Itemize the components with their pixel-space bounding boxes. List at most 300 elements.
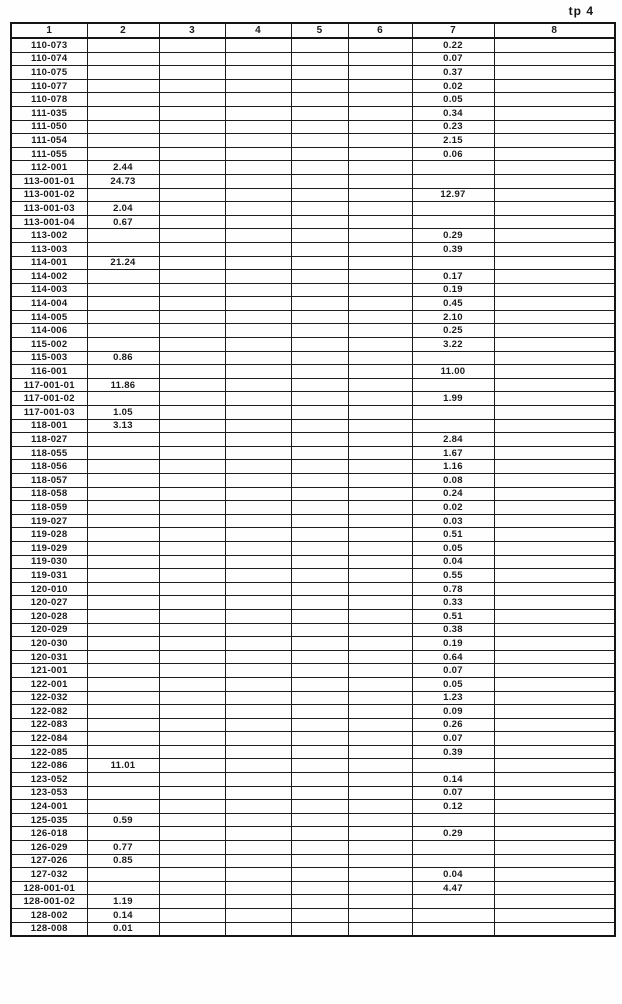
- value-cell: [291, 392, 348, 406]
- value-cell: [348, 147, 412, 161]
- parcel-id-cell: 128-001-02: [11, 895, 87, 909]
- value-cell: [348, 66, 412, 80]
- value-cell: [348, 270, 412, 284]
- value-cell: [348, 487, 412, 501]
- value-cell: [494, 555, 615, 569]
- value-cell: [494, 242, 615, 256]
- value-cell: 0.23: [412, 120, 494, 134]
- value-cell: 0.19: [412, 283, 494, 297]
- value-cell: [494, 718, 615, 732]
- value-cell: [494, 419, 615, 433]
- value-cell: [225, 161, 291, 175]
- parcel-id-cell: 113-003: [11, 242, 87, 256]
- value-cell: [225, 52, 291, 66]
- value-cell: [348, 623, 412, 637]
- table-row: [11, 691, 615, 705]
- value-cell: 0.19: [412, 637, 494, 651]
- value-cell: [159, 474, 225, 488]
- value-cell: [159, 909, 225, 923]
- value-cell: 11.86: [87, 378, 159, 392]
- value-cell: [87, 501, 159, 515]
- value-cell: [87, 392, 159, 406]
- value-cell: 0.22: [412, 38, 494, 52]
- value-cell: [291, 66, 348, 80]
- value-cell: [348, 582, 412, 596]
- value-cell: [291, 609, 348, 623]
- value-cell: 0.78: [412, 582, 494, 596]
- value-cell: [291, 52, 348, 66]
- value-cell: [494, 134, 615, 148]
- value-cell: [159, 283, 225, 297]
- value-cell: 0.17: [412, 270, 494, 284]
- column-header-5: 5: [291, 23, 348, 38]
- value-cell: [348, 229, 412, 243]
- value-cell: [159, 202, 225, 216]
- value-cell: [159, 338, 225, 352]
- value-cell: [291, 310, 348, 324]
- value-cell: [87, 120, 159, 134]
- value-cell: [494, 623, 615, 637]
- value-cell: [412, 909, 494, 923]
- parcel-id-cell: 115-002: [11, 338, 87, 352]
- value-cell: [159, 324, 225, 338]
- parcel-id-cell: 119-028: [11, 528, 87, 542]
- value-cell: [225, 460, 291, 474]
- value-cell: [225, 909, 291, 923]
- value-cell: [348, 106, 412, 120]
- value-cell: [348, 324, 412, 338]
- parcel-id-cell: 113-001-01: [11, 174, 87, 188]
- value-cell: [412, 202, 494, 216]
- value-cell: [412, 215, 494, 229]
- value-cell: [225, 406, 291, 420]
- value-cell: [225, 134, 291, 148]
- value-cell: 0.59: [87, 813, 159, 827]
- value-cell: [291, 909, 348, 923]
- value-cell: [225, 677, 291, 691]
- parcel-id-cell: 118-059: [11, 501, 87, 515]
- table-row: [11, 446, 615, 460]
- value-cell: [494, 650, 615, 664]
- value-cell: [159, 555, 225, 569]
- value-cell: [225, 664, 291, 678]
- value-cell: 1.67: [412, 446, 494, 460]
- value-cell: [159, 256, 225, 270]
- table-row: [11, 270, 615, 284]
- value-cell: 11.01: [87, 759, 159, 773]
- value-cell: [87, 229, 159, 243]
- value-cell: [225, 895, 291, 909]
- table-row: [11, 786, 615, 800]
- value-cell: [291, 270, 348, 284]
- value-cell: [159, 773, 225, 787]
- value-cell: 0.39: [412, 242, 494, 256]
- value-cell: [291, 433, 348, 447]
- value-cell: [159, 66, 225, 80]
- value-cell: [159, 841, 225, 855]
- parcel-id-cell: 113-001-03: [11, 202, 87, 216]
- parcel-id-cell: 120-030: [11, 637, 87, 651]
- value-cell: [225, 66, 291, 80]
- value-cell: [159, 813, 225, 827]
- value-cell: [87, 582, 159, 596]
- value-cell: 1.05: [87, 406, 159, 420]
- value-cell: 0.67: [87, 215, 159, 229]
- parcel-id-cell: 122-084: [11, 732, 87, 746]
- table-row: [11, 93, 615, 107]
- parcel-id-cell: 119-029: [11, 541, 87, 555]
- value-cell: [225, 637, 291, 651]
- value-cell: [348, 406, 412, 420]
- table-row: [11, 419, 615, 433]
- value-cell: [291, 745, 348, 759]
- parcel-id-cell: 110-077: [11, 79, 87, 93]
- value-cell: [87, 705, 159, 719]
- value-cell: [348, 202, 412, 216]
- value-cell: [348, 609, 412, 623]
- value-cell: [291, 786, 348, 800]
- value-cell: [348, 650, 412, 664]
- parcel-id-cell: 126-018: [11, 827, 87, 841]
- table-row: [11, 813, 615, 827]
- value-cell: [159, 446, 225, 460]
- value-cell: [159, 406, 225, 420]
- table-row: [11, 351, 615, 365]
- value-cell: [494, 147, 615, 161]
- value-cell: [494, 582, 615, 596]
- value-cell: [87, 188, 159, 202]
- table-row: [11, 609, 615, 623]
- table-row: [11, 596, 615, 610]
- value-cell: [225, 106, 291, 120]
- value-cell: [159, 854, 225, 868]
- value-cell: [225, 487, 291, 501]
- value-cell: [348, 38, 412, 52]
- parcel-id-cell: 111-050: [11, 120, 87, 134]
- value-cell: 0.26: [412, 718, 494, 732]
- parcel-id-cell: 120-031: [11, 650, 87, 664]
- value-cell: [412, 351, 494, 365]
- value-cell: [291, 841, 348, 855]
- value-cell: [159, 310, 225, 324]
- value-cell: [291, 297, 348, 311]
- value-cell: [87, 52, 159, 66]
- value-cell: [159, 609, 225, 623]
- value-cell: [87, 297, 159, 311]
- value-cell: [159, 705, 225, 719]
- value-cell: 0.85: [87, 854, 159, 868]
- parcel-id-cell: 122-082: [11, 705, 87, 719]
- value-cell: [87, 310, 159, 324]
- value-cell: 0.14: [87, 909, 159, 923]
- value-cell: [87, 338, 159, 352]
- table-row: [11, 106, 615, 120]
- value-cell: [348, 596, 412, 610]
- header-row: [11, 23, 615, 38]
- parcel-id-cell: 117-001-02: [11, 392, 87, 406]
- value-cell: [291, 134, 348, 148]
- table-row: [11, 705, 615, 719]
- table-header: [11, 23, 615, 38]
- value-cell: 21.24: [87, 256, 159, 270]
- value-cell: [159, 881, 225, 895]
- value-cell: [291, 854, 348, 868]
- value-cell: [494, 161, 615, 175]
- value-cell: 2.84: [412, 433, 494, 447]
- value-cell: [87, 38, 159, 52]
- value-cell: [494, 406, 615, 420]
- value-cell: [87, 868, 159, 882]
- value-cell: [348, 677, 412, 691]
- value-cell: [159, 433, 225, 447]
- value-cell: [87, 106, 159, 120]
- value-cell: [87, 623, 159, 637]
- parcel-id-cell: 120-027: [11, 596, 87, 610]
- table-row: [11, 52, 615, 66]
- value-cell: [225, 854, 291, 868]
- table-row: [11, 841, 615, 855]
- value-cell: [291, 650, 348, 664]
- value-cell: [225, 378, 291, 392]
- value-cell: [225, 120, 291, 134]
- parcel-id-cell: 118-001: [11, 419, 87, 433]
- value-cell: [159, 569, 225, 583]
- value-cell: [348, 786, 412, 800]
- value-cell: [225, 202, 291, 216]
- value-cell: [412, 161, 494, 175]
- value-cell: [159, 147, 225, 161]
- value-cell: [348, 569, 412, 583]
- value-cell: [291, 569, 348, 583]
- value-cell: [87, 691, 159, 705]
- value-cell: 3.13: [87, 419, 159, 433]
- table-row: [11, 79, 615, 93]
- value-cell: 0.86: [87, 351, 159, 365]
- value-cell: 0.05: [412, 93, 494, 107]
- value-cell: 0.07: [412, 664, 494, 678]
- value-cell: [348, 909, 412, 923]
- value-cell: [291, 324, 348, 338]
- table-row: [11, 297, 615, 311]
- parcel-id-cell: 111-054: [11, 134, 87, 148]
- value-cell: [87, 242, 159, 256]
- value-cell: [159, 800, 225, 814]
- parcel-id-cell: 110-074: [11, 52, 87, 66]
- value-cell: [348, 813, 412, 827]
- value-cell: [291, 106, 348, 120]
- parcel-id-cell: 114-005: [11, 310, 87, 324]
- table-row: [11, 569, 615, 583]
- value-cell: [494, 215, 615, 229]
- column-header-7: 7: [412, 23, 494, 38]
- value-cell: [225, 365, 291, 379]
- value-cell: [291, 93, 348, 107]
- value-cell: 0.02: [412, 79, 494, 93]
- value-cell: 0.29: [412, 827, 494, 841]
- value-cell: [348, 365, 412, 379]
- value-cell: [159, 487, 225, 501]
- value-cell: [494, 174, 615, 188]
- parcel-id-cell: 114-002: [11, 270, 87, 284]
- parcel-id-cell: 117-001-03: [11, 406, 87, 420]
- value-cell: [412, 813, 494, 827]
- value-cell: [348, 283, 412, 297]
- value-cell: [159, 106, 225, 120]
- value-cell: [291, 406, 348, 420]
- value-cell: [494, 732, 615, 746]
- table-row: [11, 215, 615, 229]
- value-cell: [291, 174, 348, 188]
- value-cell: 2.04: [87, 202, 159, 216]
- value-cell: [348, 759, 412, 773]
- value-cell: [291, 460, 348, 474]
- value-cell: [291, 242, 348, 256]
- table-row: [11, 868, 615, 882]
- column-header-4: 4: [225, 23, 291, 38]
- value-cell: [159, 242, 225, 256]
- table-row: [11, 433, 615, 447]
- parcel-id-cell: 114-001: [11, 256, 87, 270]
- value-cell: 11.00: [412, 365, 494, 379]
- value-cell: [159, 188, 225, 202]
- value-cell: [159, 174, 225, 188]
- value-cell: [412, 256, 494, 270]
- table-row: [11, 895, 615, 909]
- value-cell: [159, 120, 225, 134]
- table-row: [11, 637, 615, 651]
- value-cell: 0.34: [412, 106, 494, 120]
- value-cell: [291, 378, 348, 392]
- value-cell: [225, 270, 291, 284]
- table-row: [11, 854, 615, 868]
- value-cell: [291, 528, 348, 542]
- value-cell: [225, 338, 291, 352]
- value-cell: [87, 324, 159, 338]
- value-cell: [87, 365, 159, 379]
- value-cell: [494, 609, 615, 623]
- value-cell: [348, 841, 412, 855]
- value-cell: [291, 813, 348, 827]
- value-cell: [159, 827, 225, 841]
- value-cell: [159, 732, 225, 746]
- value-cell: [494, 79, 615, 93]
- value-cell: [494, 813, 615, 827]
- value-cell: [159, 677, 225, 691]
- value-cell: [87, 487, 159, 501]
- value-cell: 1.23: [412, 691, 494, 705]
- value-cell: [225, 93, 291, 107]
- parcel-id-cell: 118-056: [11, 460, 87, 474]
- value-cell: [87, 555, 159, 569]
- value-cell: [87, 609, 159, 623]
- value-cell: [291, 759, 348, 773]
- value-cell: [348, 895, 412, 909]
- value-cell: [87, 474, 159, 488]
- value-cell: [291, 202, 348, 216]
- value-cell: [494, 773, 615, 787]
- parcel-id-cell: 115-003: [11, 351, 87, 365]
- value-cell: [494, 705, 615, 719]
- value-cell: [291, 677, 348, 691]
- value-cell: [494, 569, 615, 583]
- value-cell: [87, 541, 159, 555]
- table-row: [11, 38, 615, 52]
- parcel-id-cell: 119-027: [11, 514, 87, 528]
- parcel-id-cell: 128-001-01: [11, 881, 87, 895]
- parcel-id-cell: 119-030: [11, 555, 87, 569]
- value-cell: [225, 813, 291, 827]
- parcel-id-cell: 110-075: [11, 66, 87, 80]
- value-cell: [348, 705, 412, 719]
- value-cell: [291, 623, 348, 637]
- value-cell: [291, 773, 348, 787]
- value-cell: [87, 745, 159, 759]
- value-cell: [291, 541, 348, 555]
- table-row: [11, 677, 615, 691]
- value-cell: [291, 419, 348, 433]
- value-cell: [494, 501, 615, 515]
- value-cell: [348, 555, 412, 569]
- value-cell: 4.47: [412, 881, 494, 895]
- value-cell: [494, 868, 615, 882]
- parcel-id-cell: 122-083: [11, 718, 87, 732]
- value-cell: [494, 528, 615, 542]
- value-cell: [159, 514, 225, 528]
- parcel-id-cell: 122-086: [11, 759, 87, 773]
- value-cell: [412, 854, 494, 868]
- value-cell: [412, 378, 494, 392]
- value-cell: 3.22: [412, 338, 494, 352]
- value-cell: [87, 827, 159, 841]
- value-cell: [348, 188, 412, 202]
- table-row: [11, 487, 615, 501]
- value-cell: [159, 718, 225, 732]
- value-cell: [225, 324, 291, 338]
- value-cell: [348, 52, 412, 66]
- value-cell: 0.45: [412, 297, 494, 311]
- value-cell: [291, 922, 348, 936]
- value-cell: [494, 229, 615, 243]
- value-cell: [159, 93, 225, 107]
- value-cell: [159, 922, 225, 936]
- value-cell: [225, 705, 291, 719]
- value-cell: [225, 827, 291, 841]
- table-row: [11, 378, 615, 392]
- table-row: [11, 582, 615, 596]
- table-row: [11, 229, 615, 243]
- value-cell: [291, 283, 348, 297]
- value-cell: [494, 106, 615, 120]
- value-cell: 1.99: [412, 392, 494, 406]
- value-cell: [494, 514, 615, 528]
- value-cell: 12.97: [412, 188, 494, 202]
- value-cell: [348, 800, 412, 814]
- value-cell: [494, 66, 615, 80]
- value-cell: [348, 827, 412, 841]
- value-cell: [348, 297, 412, 311]
- table-row: [11, 909, 615, 923]
- value-cell: [291, 895, 348, 909]
- value-cell: [159, 378, 225, 392]
- value-cell: [412, 406, 494, 420]
- value-cell: [348, 881, 412, 895]
- table-row: [11, 541, 615, 555]
- value-cell: [87, 881, 159, 895]
- parcel-id-cell: 111-055: [11, 147, 87, 161]
- parcel-id-cell: 125-035: [11, 813, 87, 827]
- table-row: [11, 460, 615, 474]
- value-cell: [412, 174, 494, 188]
